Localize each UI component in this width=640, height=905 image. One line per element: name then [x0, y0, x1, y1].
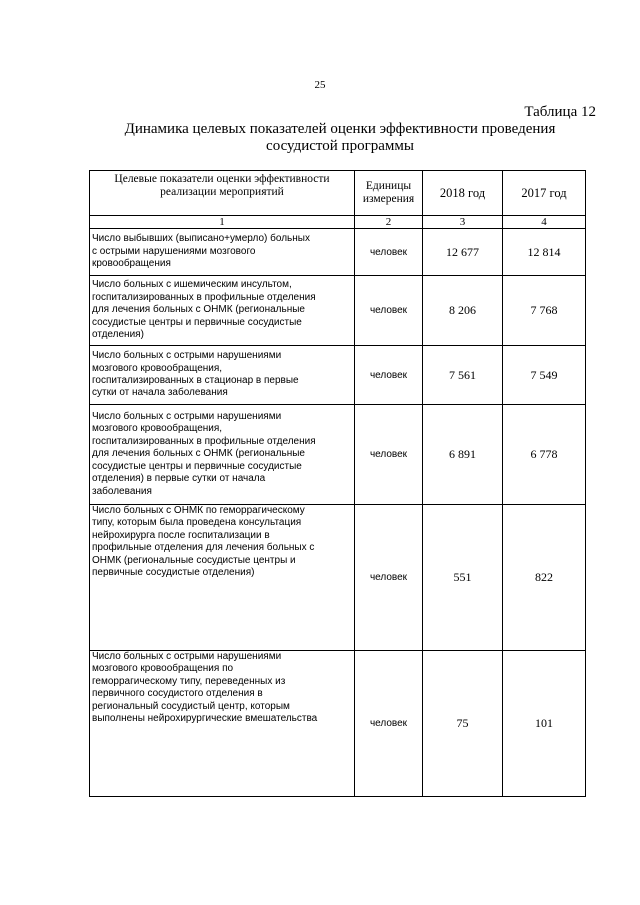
row-value-2017: 6 778 — [503, 405, 586, 505]
row-unit: человек — [355, 276, 423, 346]
row-indicator-name: Число больных с острыми нарушениями мозгового кровообращения по геморрагическому типу, переведенных из первичного сосудистого отделения в региональный сосудистый центр, которым выполнены нейрохирургические вмешательства — [90, 651, 355, 797]
row-indicator-name: Число выбывших (выписано+умерло) больных с острыми нарушениями мозгового кровообращения — [90, 229, 355, 276]
row-unit: человек — [355, 405, 423, 505]
row-value-2018: 6 891 — [423, 405, 503, 505]
page-number: 25 — [314, 79, 326, 91]
table-row — [90, 651, 586, 797]
table-row — [90, 276, 586, 346]
row-value-2017: 101 — [503, 651, 586, 797]
table-title — [60, 121, 620, 155]
row-value-2017: 822 — [503, 505, 586, 651]
header-year-2018: 2018 год — [423, 171, 503, 216]
row-indicator-name: Число больных с ишемическим инсультом, госпитализированных в профильные отделения для лечения больных с ОНМК (региональные сосудистые центры и первичные сосудистые отделения) — [90, 276, 355, 346]
column-number-4: 4 — [503, 216, 586, 229]
row-unit: человек — [355, 505, 423, 651]
table-row — [90, 229, 586, 276]
row-value-2017: 7 768 — [503, 276, 586, 346]
table-title-line-2: сосудистой программы — [266, 138, 414, 154]
row-unit: человек — [355, 229, 423, 276]
row-value-2018: 8 206 — [423, 276, 503, 346]
header-indicator: Целевые показатели оценки эффективности реализации мероприятий — [90, 171, 355, 216]
row-indicator-name: Число больных с острыми нарушениями мозгового кровообращения, госпитализированных в профильные отделения для лечения больных с ОНМК (региональные сосудистые центры и первичные сосудистые отделения) в первые сутки от начала заболевания — [90, 405, 355, 505]
row-value-2017: 7 549 — [503, 346, 586, 405]
indicators-table — [89, 170, 586, 797]
table-title-line-1: Динамика целевых показателей оценки эффективности проведения — [124, 121, 556, 137]
column-number-3: 3 — [423, 216, 503, 229]
column-number-row — [90, 216, 586, 229]
column-number-2: 2 — [355, 216, 423, 229]
table-row — [90, 405, 586, 505]
row-value-2018: 7 561 — [423, 346, 503, 405]
header-row — [90, 171, 586, 216]
row-unit: человек — [355, 346, 423, 405]
row-value-2018: 12 677 — [423, 229, 503, 276]
table-row — [90, 346, 586, 405]
row-value-2017: 12 814 — [503, 229, 586, 276]
header-year-2017: 2017 год — [503, 171, 586, 216]
header-unit: Единицы измерения — [355, 171, 423, 216]
row-value-2018: 551 — [423, 505, 503, 651]
column-number-1: 1 — [90, 216, 355, 229]
table-row — [90, 505, 586, 651]
row-value-2018: 75 — [423, 651, 503, 797]
table-label: Таблица 12 — [524, 104, 596, 120]
row-unit: человек — [355, 651, 423, 797]
row-indicator-name: Число больных с ОНМК по геморрагическому типу, которым была проведена консультация нейрохирурга после госпитализации в профильные отделения для лечения больных с ОНМК (региональные сосудистые центры и первичные сосудистые отделения) — [90, 505, 355, 651]
row-indicator-name: Число больных с острыми нарушениями мозгового кровообращения, госпитализированных в стационар в первые сутки от начала заболевания — [90, 346, 355, 405]
